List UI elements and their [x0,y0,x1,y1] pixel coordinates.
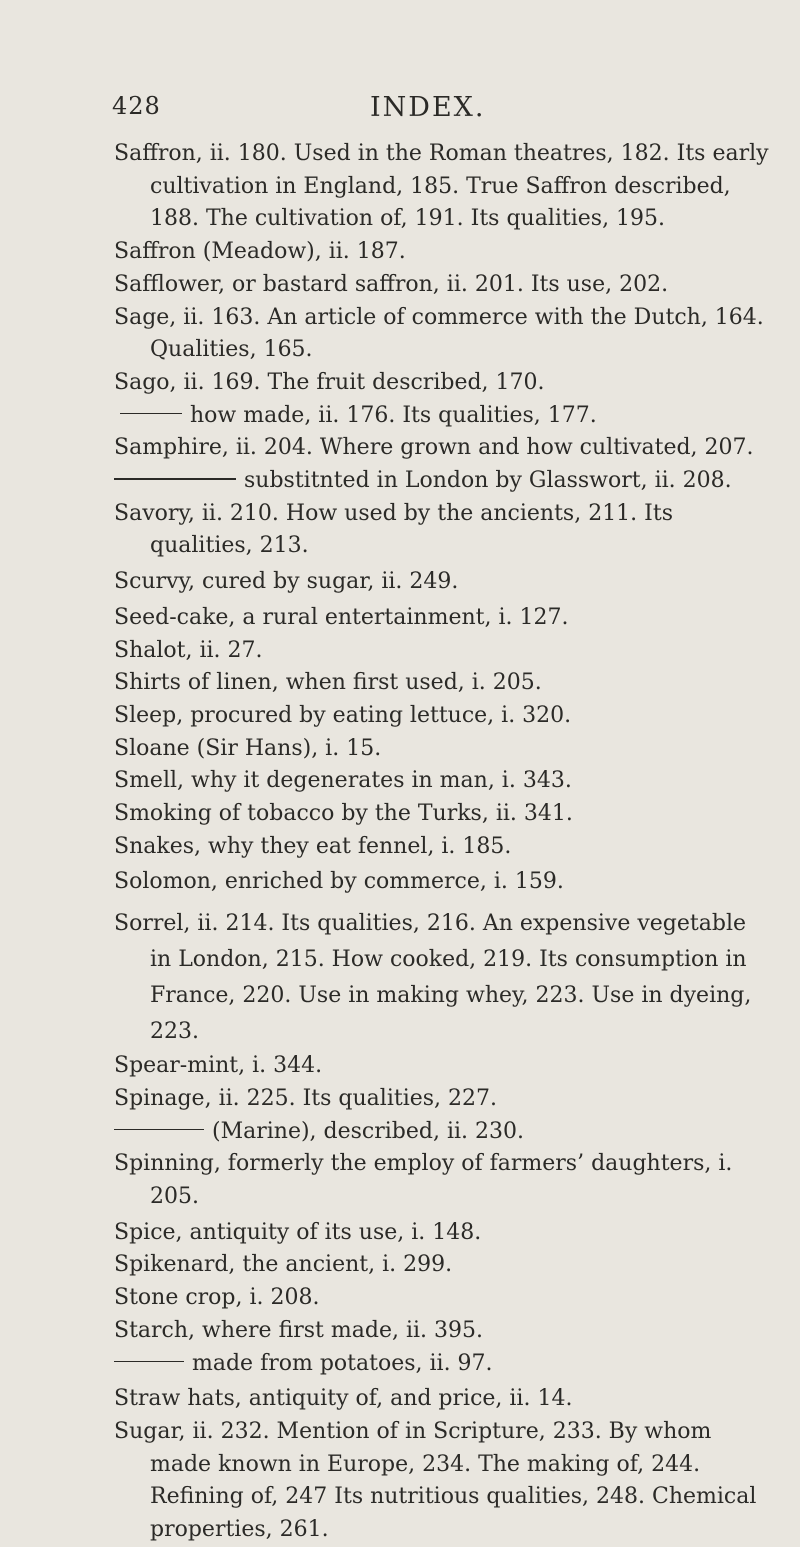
index-subentry-samphire [114,465,774,498]
index-entry-straw-hats: Straw hats, antiquity of, and price, ii. 14. [114,1386,573,1412]
page-header [112,92,752,132]
index-entry-solomon: Solomon, enriched by commerce, i. 159. [114,869,564,895]
index-entry-sago: Sago, ii. 169. The fruit described, 170. [114,369,545,395]
index-entry-stone-crop: Stone crop, i. 208. [114,1285,320,1311]
index-entry-scurvy: Scurvy, cured by sugar, ii. 249. [114,569,459,595]
index-entry-sleep: Sleep, procured by eating lettuce, i. 320. [114,702,572,728]
index-subentry-text: made from potatoes, ii. 97. [192,1350,493,1376]
repeat-dash [114,478,236,480]
running-title: INDEX. [370,92,486,123]
index-entry-smoking: Smoking of tobacco by the Turks, ii. 341. [114,801,573,827]
index-entry-spear-mint: Spear-mint, i. 344. [114,1053,323,1079]
index-entry-sorrel: Sorrel, ii. 214. Its qualities, 216. An expensive vegetable in London, 215. How cooked, 219. Its consumption in France, 220. Use in making whey, 223. Use in dyeing, 223. [114,911,752,1045]
index-entry-sugar: Sugar, ii. 232. Mention of in Scripture, 233. By whom made known in Europe, 234. The making of, 244. Refining of, 247 Its nutritious qualities, 248. Chemical properties, 261. [114,1418,757,1543]
index-entry-saffron-meadow: Saffron (Meadow), ii. 187. [114,239,406,265]
index-entry-smell: Smell, why it degenerates in man, i. 343. [114,768,572,794]
index-entry-starch: Starch, where first made, ii. 395. [114,1317,483,1343]
index-entry-spinning: Spinning, formerly the employ of farmers’ daughters, i. 205. [114,1151,733,1209]
index-entry-safflower: Safflower, or bastard saffron, ii. 201. Its use, 202. [114,271,669,297]
repeat-dash [114,1361,184,1363]
index-entry-list [114,138,774,1547]
index-entry-savory: Savory, ii. 210. How used by the ancients, 211. Its qualities, 213. [114,500,673,559]
index-entry-snakes: Snakes, why they eat fennel, i. 185. [114,833,512,859]
index-entry-shirts: Shirts of linen, when first used, i. 205. [114,670,542,696]
index-entry-seed-cake: Seed-cake, a rural entertainment, i. 127. [114,604,569,630]
index-entry-saffron: Saffron, ii. 180. Used in the Roman theatres, 182. Its early cultivation in England, 185. True Saffron described, 188. The cultivation of, 191. Its qualities, 195. [114,141,769,232]
index-entry-spikenard: Spikenard, the ancient, i. 299. [114,1252,453,1278]
index-entry-spinage: Spinage, ii. 225. Its qualities, 227. [114,1085,498,1111]
repeat-dash [120,413,182,415]
index-subentry-text: (Marine), described, ii. 230. [212,1118,525,1144]
index-subentry-text: how made, ii. 176. Its qualities, 177. [190,402,597,428]
index-entry-shalot: Shalot, ii. 27. [114,637,263,663]
index-entry-sage: Sage, ii. 163. An article of commerce with the Dutch, 164. Qualities, 165. [114,304,764,363]
index-entry-sloane: Sloane (Sir Hans), i. 15. [114,735,382,761]
index-entry-spice: Spice, antiquity of its use, i. 148. [114,1219,482,1245]
index-subentry-spinage [114,1116,774,1149]
index-subentry-starch [114,1348,774,1381]
index-subentry-text: substitnted in London by Glasswort, ii. 208. [244,468,732,494]
page-number: 428 [112,92,161,120]
index-subentry-sago [114,400,774,433]
index-entry-samphire: Samphire, ii. 204. Where grown and how cultivated, 207. [114,435,754,461]
repeat-dash [114,1129,204,1131]
